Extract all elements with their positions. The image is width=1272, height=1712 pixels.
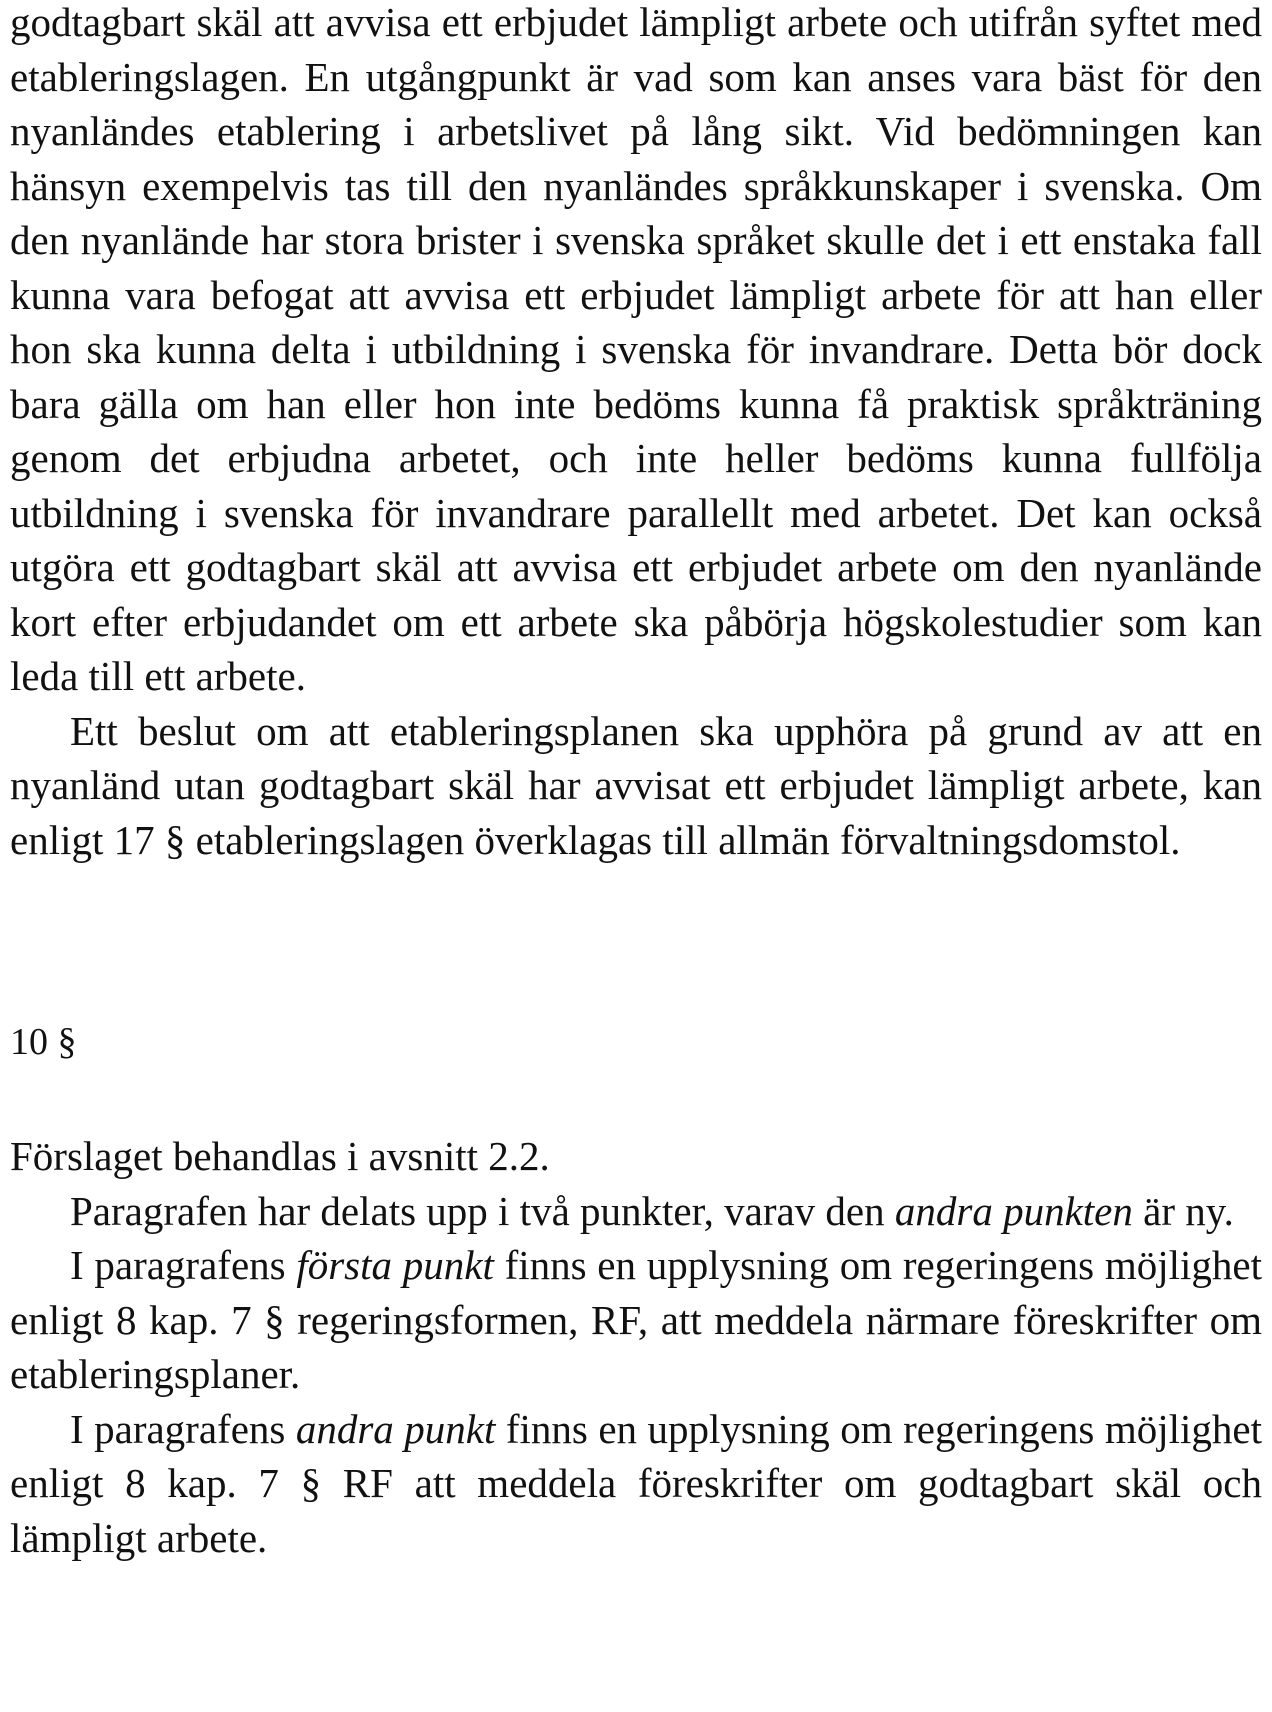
body-paragraph: Ett beslut om att etableringsplanen ska upphöra på grund av att en nyanländ utan godtagbart skäl har avvisat ett erbjudet lämpligt arbete, kan enligt 17 § etableringslagen överklagas till allmän förvaltningsdomstol. — [10, 707, 1262, 863]
italic-term: andra punkt — [295, 1405, 496, 1452]
text-run: är ny. — [1132, 1187, 1234, 1234]
document-page — [10, 0, 1262, 1565]
italic-term: första punkt — [296, 1242, 494, 1288]
body-paragraph: godtagbart skäl att avvisa ett erbjudet lämpligt arbete och utifrån syftet med etableringslagen. En utgångpunkt är vad som kan anses vara bäst för den nyanländes etablering i arbetslivet på lång sikt. Vid bedömningen kan hänsyn exempelvis tas till den nyanländes språkkunskaper i svenska. Om den nyanlände har stora brister i svenska språket skulle det i ett enstaka fall kunna vara befogat att avvisa ett erbjudet lämpligt arbete för att han eller hon ska kunna delta i utbildning i svenska för invandrare. Detta bör dock bara gälla om han eller hon inte bedöms kunna få praktisk språkträning genom det erbjudna arbetet, och inte heller bedöms kunna fullfölja utbildning i svenska för invandrare parallellt med arbetet. Det kan också utgöra ett godtagbart skäl att avvisa ett erbjudet arbete om den nyanlände kort efter erbjudandet om ett arbete ska påbörja högskolestudier som kan leda till ett arbete. — [10, 0, 1262, 699]
body-paragraph — [10, 1184, 1262, 1239]
text-run: Paragrafen har delats upp i två punkter, varav den — [70, 1187, 895, 1234]
text-run: I paragrafens — [70, 1405, 296, 1452]
text-run: finns en upplysning om regeringens möjlighet enligt 8 kap. 7 § RF att meddela föreskrifter om godtagbart skäl och lämpligt arbete. — [10, 1405, 1262, 1561]
italic-term: andra punkten — [894, 1187, 1133, 1234]
body-paragraph — [10, 1238, 1262, 1402]
text-run: I paragrafens — [70, 1242, 297, 1288]
text-run: finns en upplysning om regeringens möjlighet enligt 8 kap. 7 § regeringsformen, RF, att meddela närmare föreskrifter om etableringsplaner. — [10, 1242, 1262, 1397]
body-paragraph — [10, 1402, 1262, 1566]
body-paragraph: Förslaget behandlas i avsnitt 2.2. — [10, 1133, 550, 1179]
section-heading: 10 § — [10, 1021, 77, 1063]
